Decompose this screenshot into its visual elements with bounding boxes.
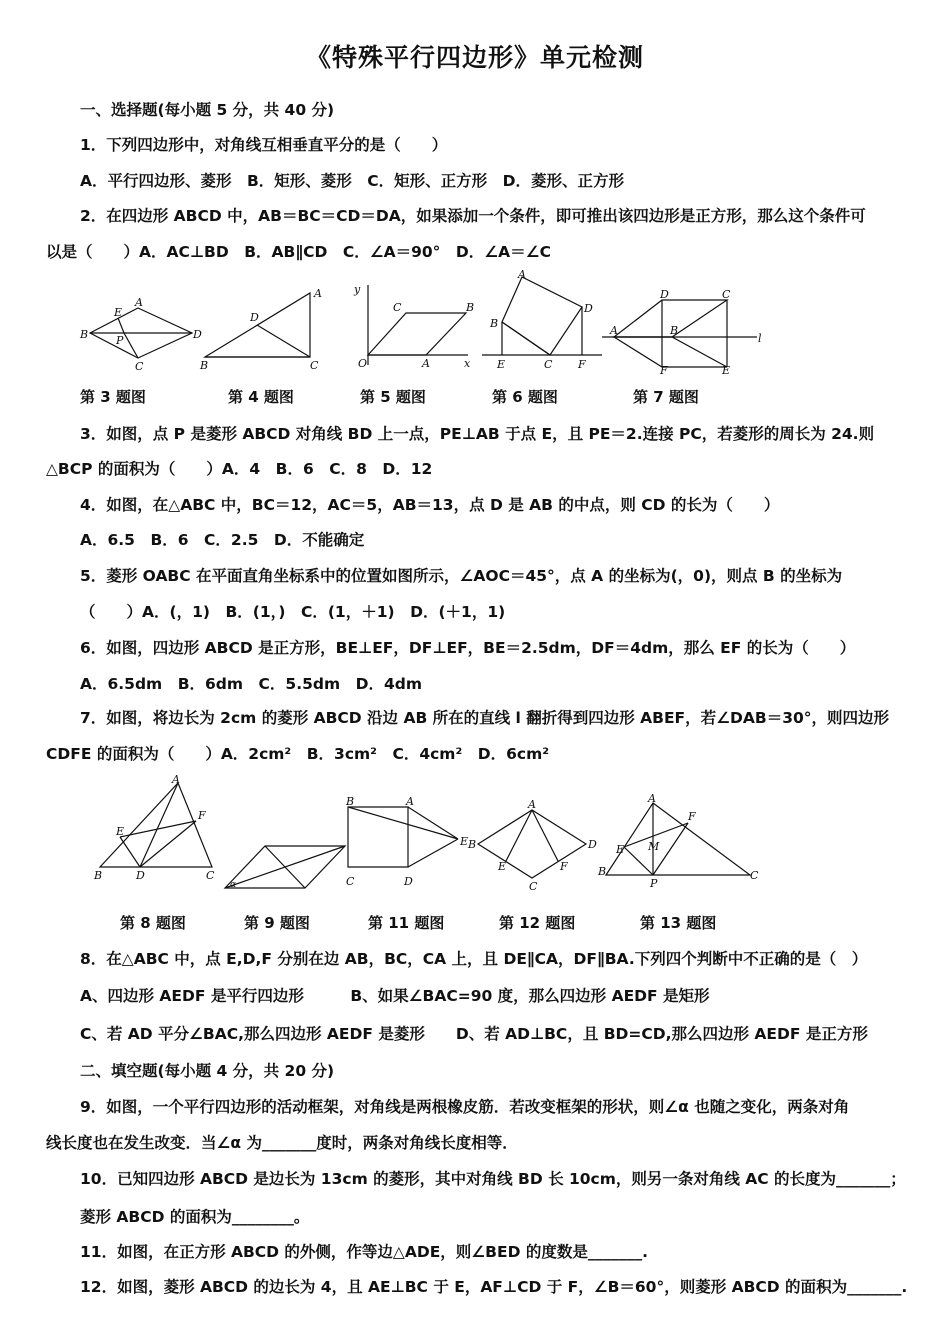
question-12: 12．如图，菱形 ABCD 的边长为 4，且 AE⊥BC 于 E，AF⊥CD 于 F，∠B＝60°，则菱形 ABCD 的面积为_______. [80, 1278, 908, 1296]
question-3-line2: △BCP 的面积为（ ）A．4 B．6 C．8 D．12 [46, 460, 433, 478]
svg-text:A: A [314, 287, 322, 300]
svg-text:D: D [136, 869, 145, 882]
svg-text:A: A [172, 773, 180, 786]
svg-text:E: E [460, 835, 469, 848]
question-2-line1: 2．在四边形 ABCD 中，AB＝BC＝CD＝DA，如果添加一个条件，即可推出该四边形是正方形，那么这个条件可 [80, 207, 866, 225]
section-fill-heading: 二、填空题(每小题 4 分，共 20 分) [80, 1062, 335, 1080]
figure-q5-coordinate-rhombus [348, 283, 473, 368]
svg-text:B: B [94, 869, 103, 882]
svg-text:C: C [722, 288, 731, 301]
question-8-options-ab: A、四边形 AEDF 是平行四边形 B、如果∠BAC=90 度，那么四边形 AEDF 是矩形 [80, 987, 710, 1005]
figure-q9-parallelogram [220, 838, 350, 893]
svg-text:y: y [354, 283, 361, 296]
svg-text:E: E [114, 306, 123, 319]
svg-text:C: C [346, 875, 355, 888]
question-2-line2: 以是（ ）A．AC⊥BD B．AB∥CD C．∠A＝90° D．∠A＝∠C [46, 243, 551, 261]
question-4-options: A．6.5 B．6 C．2.5 D．不能确定 [80, 531, 365, 549]
svg-text:α: α [230, 880, 237, 890]
figure-q7-folded-rhombus [602, 288, 767, 377]
figure-q3-rhombus [80, 298, 200, 373]
question-5-line1: 5．菱形 OABC 在平面直角坐标系中的位置如图所示，∠AOC＝45°，点 A 的坐标为(，0)，则点 B 的坐标为 [80, 567, 843, 585]
svg-text:B: B [670, 324, 679, 337]
caption-fig5: 第 5 题图 [360, 388, 426, 406]
svg-text:x: x [464, 357, 471, 370]
figure-q11-square-equilateral [340, 795, 475, 890]
svg-text:E: E [722, 364, 731, 377]
svg-text:C: C [393, 301, 402, 314]
question-1-options: A．平行四边形、菱形 B．矩形、菱形 C．矩形、正方形 D．菱形、正方形 [80, 172, 625, 190]
section-choice-heading: 一、选择题(每小题 5 分，共 40 分) [80, 101, 335, 119]
question-7-line2: CDFE 的面积为（ ）A．2cm² B．3cm² C．4cm² D．6cm² [46, 745, 550, 763]
figure-q4-right-triangle [200, 285, 330, 370]
figure-q12-rhombus [468, 798, 603, 893]
caption-fig12: 第 12 题图 [499, 914, 576, 932]
caption-fig6: 第 6 题图 [492, 388, 558, 406]
svg-text:P: P [650, 877, 658, 890]
svg-text:D: D [660, 288, 669, 301]
question-7-line1: 7．如图，将边长为 2cm 的菱形 ABCD 沿边 AB 所在的直线 l 翻折得到四边形 ABEF，若∠DAB＝30°，则四边形 [80, 709, 890, 727]
svg-text:F: F [578, 358, 586, 371]
svg-text:l: l [758, 332, 762, 345]
svg-text:A: A [648, 792, 656, 805]
svg-text:C: C [135, 360, 144, 373]
question-6-options: A．6.5dm B．6dm C．5.5dm D．4dm [80, 675, 423, 693]
svg-text:D: D [404, 875, 413, 888]
caption-fig7: 第 7 题图 [633, 388, 699, 406]
svg-text:D: D [584, 302, 593, 315]
question-9-line1: 9．如图，一个平行四边形的活动框架，对角线是两根橡皮筋．若改变框架的形状，则∠α 也随之变化，两条对角 [80, 1098, 850, 1116]
question-10-line2: 菱形 ABCD 的面积为________。 [80, 1208, 310, 1226]
figure-q6-square [482, 268, 607, 372]
caption-fig4: 第 4 题图 [228, 388, 294, 406]
svg-text:M: M [648, 840, 660, 853]
svg-text:B: B [598, 865, 607, 878]
svg-text:C: C [750, 869, 759, 882]
svg-text:E: E [116, 825, 125, 838]
svg-text:B: B [80, 328, 89, 341]
svg-text:A: A [528, 798, 536, 811]
svg-text:C: C [310, 359, 319, 372]
svg-text:B: B [346, 795, 355, 808]
svg-text:A: A [422, 357, 430, 370]
question-8: 8．在△ABC 中，点 E,D,F 分别在边 AB，BC，CA 上，且 DE∥CA，DF∥BA.下列四个判断中不正确的是（ ） [80, 950, 868, 968]
svg-text:D: D [250, 311, 259, 324]
svg-text:E: E [616, 843, 625, 856]
question-9-line2: 线长度也在发生改变．当∠α 为_______度时，两条对角线长度相等． [46, 1134, 518, 1152]
svg-text:E: E [497, 358, 506, 371]
question-4: 4．如图，在△ABC 中，BC＝12，AC＝5，AB＝13，点 D 是 AB 的中点，则 CD 的长为（ ） [80, 496, 780, 514]
svg-text:C: C [206, 869, 215, 882]
svg-text:C: C [544, 358, 553, 371]
question-6: 6．如图，四边形 ABCD 是正方形，BE⊥EF，DF⊥EF，BE＝2.5dm，DF＝4dm，那么 EF 的长为（ ） [80, 639, 856, 657]
svg-text:B: B [468, 838, 477, 851]
svg-text:P: P [116, 334, 124, 347]
svg-text:B: B [490, 317, 499, 330]
svg-text:A: A [518, 268, 526, 281]
svg-text:C: C [529, 880, 538, 893]
question-3-line1: 3．如图，点 P 是菱形 ABCD 对角线 BD 上一点，PE⊥AB 于点 E，且 PE＝2.连接 PC，若菱形的周长为 24.则 [80, 425, 875, 443]
svg-text:O: O [358, 357, 368, 370]
svg-text:A: A [406, 795, 414, 808]
svg-text:A: A [610, 324, 618, 337]
svg-text:F: F [560, 860, 568, 873]
svg-text:B: B [200, 359, 209, 372]
caption-fig13: 第 13 题图 [640, 914, 717, 932]
svg-text:B: B [466, 301, 475, 314]
figure-q8-triangle [92, 775, 222, 885]
question-10-line1: 10．已知四边形 ABCD 是边长为 13cm 的菱形，其中对角线 BD 长 10cm，则另一条对角线 AC 的长度为_______； [80, 1170, 906, 1188]
caption-fig3: 第 3 题图 [80, 388, 146, 406]
figure-q13-triangle [598, 792, 763, 890]
svg-text:D: D [193, 328, 202, 341]
caption-fig9: 第 9 题图 [244, 914, 310, 932]
page-title: 《特殊平行四边形》单元检测 [305, 43, 644, 72]
question-1: 1．下列四边形中，对角线互相垂直平分的是（ ） [80, 136, 448, 154]
svg-text:F: F [660, 364, 668, 377]
svg-text:D: D [588, 838, 597, 851]
svg-text:F: F [198, 809, 206, 822]
question-11: 11．如图，在正方形 ABCD 的外侧，作等边△ADE，则∠BED 的度数是_______. [80, 1243, 648, 1261]
caption-fig11: 第 11 题图 [368, 914, 445, 932]
caption-fig8: 第 8 题图 [120, 914, 186, 932]
svg-text:E: E [498, 860, 507, 873]
svg-text:A: A [135, 296, 143, 309]
question-8-options-cd: C、若 AD 平分∠BAC,那么四边形 AEDF 是菱形 D、若 AD⊥BC，且 BD=CD,那么四边形 AEDF 是正方形 [80, 1025, 868, 1043]
question-5-line2: （ ）A．(，1) B．(1，) C．(1，＋1) D．(＋1，1) [80, 603, 506, 621]
svg-text:F: F [688, 810, 696, 823]
